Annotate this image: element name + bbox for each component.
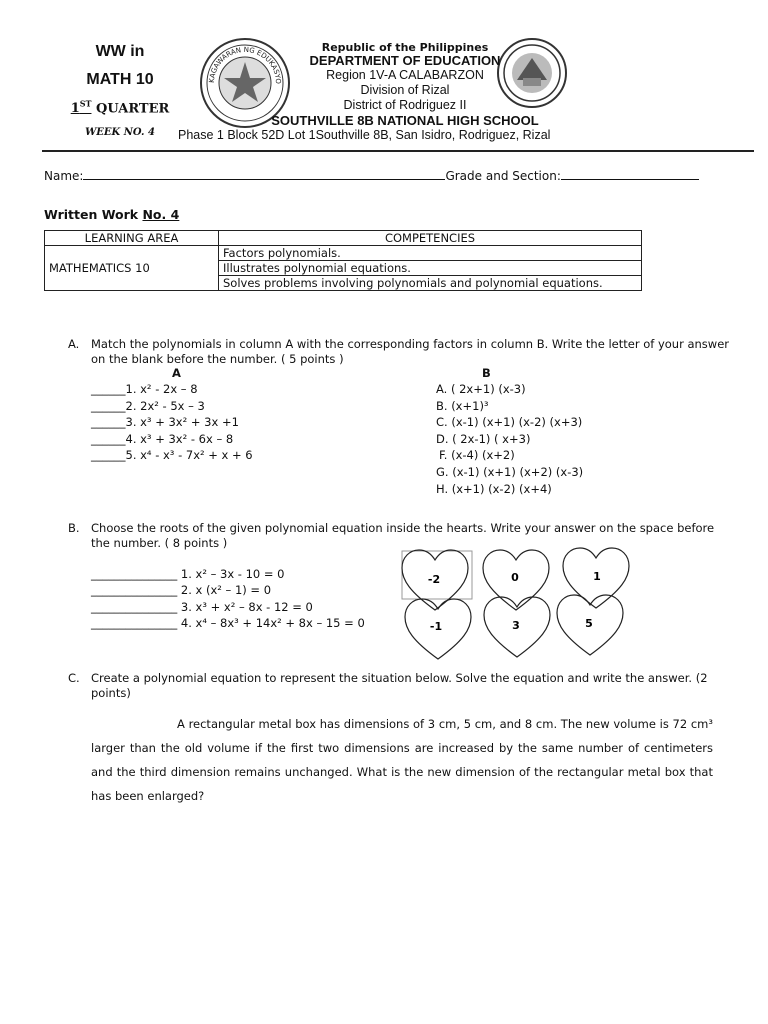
part-a-letter: A. [68,337,80,351]
competency-1: Factors polynomials. [219,246,642,261]
heart-2 [483,550,549,610]
heart-6 [557,595,623,655]
part-b-item: _______________ 2. x (x² – 1) = 0 [91,583,272,598]
part-c-instruction: Create a polynomial equation to represent the situation below. Solve the equation and write the answer. (2 points) [91,671,708,700]
part-a-item: ______3. x³ + 3x² + 3x +1 [91,415,239,430]
learning-area-cell: MATHEMATICS 10 [45,246,219,291]
answer-option: C. (x-1) (x+1) (x-2) (x+3) [436,415,583,430]
svg-text:KAGAWARAN NG EDUKASYON: KAGAWARAN NG EDUKASYO [207,45,283,85]
learning-area-header: LEARNING AREA [45,231,219,246]
part-b-item: _______________ 4. x⁴ – 8x³ + 14x² + 8x – 15 = 0 [91,615,365,630]
department-label: DEPARTMENT OF EDUCATION [309,53,501,68]
part-c-letter: C. [68,671,80,685]
answer-option: H. (x+1) (x-2) (x+4) [436,481,552,496]
answer-option: G. (x-1) (x+1) (x+2) (x-3) [436,464,584,479]
answer-option: B. (x+1)³ [436,398,489,413]
heart-value: 0 [511,571,519,584]
part-b-instruction: Choose the roots of the given polynomial equation inside the hearts. Write your answer on the space before the number. ( 8 points ) [91,521,715,550]
ww-title: WW in [95,43,145,60]
school-address: Phase 1 Block 52D Lot 1Southville 8B, San Isidro, Rodriguez, Rizal [178,128,551,142]
part-a-item: ______1. x² - 2x – 8 [91,382,198,396]
quarter-label: 1ST QUARTER [70,99,170,117]
heart-5 [484,597,550,657]
part-b-item: _______________ 3. x³ + x² – 8x - 12 = 0 [91,599,313,614]
heart-value: -2 [427,573,441,586]
column-a-header: A [172,366,181,380]
column-b-header: B [482,366,491,380]
district-label: District of Rodriguez II [343,98,467,112]
written-work-title: Written Work No. 4 [44,207,180,222]
heart-value: 3 [512,619,520,632]
division-label: Division of Rizal [360,83,450,97]
answer-option: D. ( 2x-1) ( x+3) [436,431,531,446]
heart-1 [402,550,468,610]
competency-2: Illustrates polynomial equations. [219,261,642,276]
week-label: WEEK NO. 4 [85,127,155,138]
part-c-problem: A rectangular metal box has dimensions of 3 cm, 5 cm, and 8 cm. The new volume is 72 cm³ larger than the old volume if the first two dimensions are increased by the same number of centimeters and the third dimension remains unchanged. What is the new dimension of the rectangular metal box that has been enlarged? [91,717,713,803]
region-label: Region 1V-A CALABARZON [326,68,484,82]
competency-3: Solves problems involving polynomials and polynomial equations. [219,276,642,291]
subject-title: MATH 10 [86,71,154,88]
answer-option: F. (x-4) (x+2) [439,448,515,463]
heart-value: -1 [429,620,443,633]
part-a-instruction: Match the polynomials in column A with the corresponding factors in column B. Write the letter of your answer on the blank before the number. ( 5 points ) [91,337,729,366]
part-a-item: ______2. 2x² - 5x – 3 [91,398,205,413]
heart-value: 5 [585,617,593,630]
heart-3 [563,548,629,608]
answer-option: A. ( 2x+1) (x-3) [436,382,526,396]
part-a-item: ______5. x⁴ - x³ - 7x² + x + 6 [91,448,253,463]
name-label: Name: [44,169,84,183]
republic-label: Republic of the Philippines [321,41,489,54]
school-name: SOUTHVILLE 8B NATIONAL HIGH SCHOOL [271,113,539,128]
competencies-header: COMPETENCIES [219,231,642,246]
grade-label: Grade and Section: [445,169,561,183]
part-a-item: ______4. x³ + 3x² - 6x – 8 [91,431,234,446]
heart-4 [405,599,471,659]
part-b-letter: B. [68,521,80,535]
heart-value: 1 [593,570,601,583]
part-b-item: _______________ 1. x² – 3x - 10 = 0 [91,567,285,581]
